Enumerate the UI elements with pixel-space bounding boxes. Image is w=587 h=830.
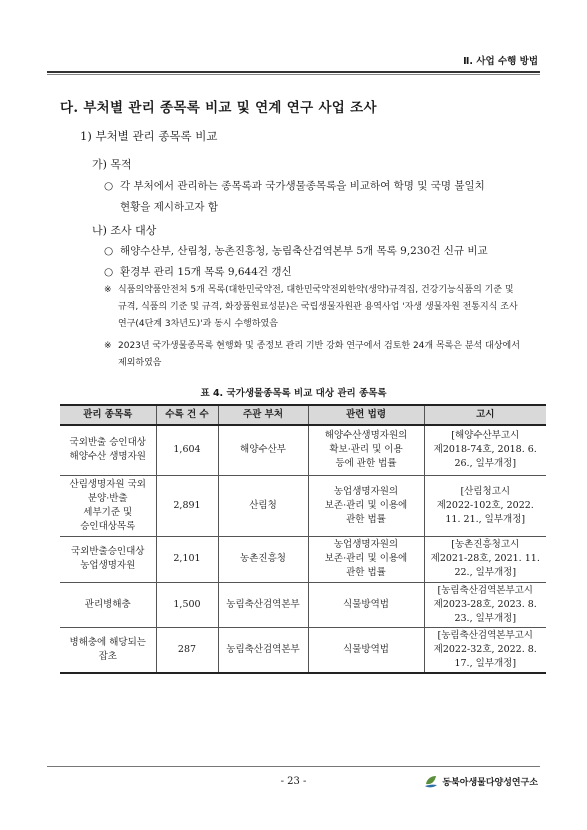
cell-law <box>308 582 424 627</box>
cell-line: 17., 일부개정] <box>454 657 517 669</box>
target-title: 나) 조사 대상 <box>92 224 157 237</box>
col-header-law: 관련 법령 <box>308 405 424 425</box>
leaf-logo-icon <box>423 773 439 789</box>
cell-line: 관리병해충 <box>84 598 131 610</box>
cell-line: 확보·관리 및 이용 <box>329 444 403 456</box>
cell-line: 국외반출 승인대상 <box>69 437 146 449</box>
cell-line: 관한 법률 <box>346 567 386 578</box>
target-bullet-2: 환경부 관리 15개 목록 9,644건 갱신 <box>120 266 292 278</box>
cell-line: 제2018-74호, 2018. 6. <box>433 444 537 456</box>
cell-line: 농업생명자원 <box>80 560 136 571</box>
table-row <box>60 536 546 582</box>
cell-line: 국외반출승인대상 <box>71 546 145 557</box>
cell-ministry: 농림축산검역본부 <box>218 582 308 627</box>
cell-law <box>308 536 424 582</box>
note-2-line-2: 제외하였음 <box>118 358 162 368</box>
org-name: 동북아생물다양성연구소 <box>442 777 538 788</box>
note-2 <box>104 338 544 372</box>
col-header-list: 관리 종목록 <box>60 405 156 425</box>
target-bullets <box>104 241 554 283</box>
cell-line: 분양·반출 <box>87 492 128 504</box>
species-list-table <box>60 404 546 674</box>
table-header-row <box>60 405 546 425</box>
cell-line: 11. 21., 일부개정] <box>445 513 526 525</box>
heading-main: 다. 부처별 관리 종목록 비교 및 연계 연구 사업 조사 <box>60 100 377 116</box>
note-mark: ※ <box>104 341 112 351</box>
cell-line: 등에 관한 법률 <box>335 458 397 470</box>
note-1 <box>104 282 544 333</box>
cell-line: 제2023-28호, 2023. 8. <box>433 598 537 610</box>
note-mark: ※ <box>104 285 112 295</box>
cell-line: 농업생명자원의 <box>333 539 399 550</box>
cell-ministry: 산림청 <box>218 475 308 536</box>
table-row <box>60 582 546 627</box>
cell-line: 식물방역법 <box>343 643 389 655</box>
cell-line: [산림청고시 <box>460 485 511 497</box>
cell-line: 제2021-28호, 2021. 11. <box>430 553 540 564</box>
table-row <box>60 425 546 475</box>
cell-count: 2,101 <box>156 536 218 582</box>
cell-notice <box>424 582 546 627</box>
cell-line: 식물방역법 <box>343 598 389 610</box>
cell-line: 관한 법률 <box>346 513 386 525</box>
note-1-line-2: 규격, 식품의 기준 및 규격, 화장품원료성분)은 국립생물자원관 용역사업 '자생 생물자원 전통지식 조사 <box>118 302 518 312</box>
cell-list <box>60 536 156 582</box>
header-rule-thin <box>47 74 540 75</box>
cell-line: [농림축산검역본부고시 <box>437 629 533 641</box>
bullet-mark: ○ <box>104 180 114 192</box>
cell-list <box>60 582 156 627</box>
col-header-ministry: 주관 부처 <box>218 405 308 425</box>
bullet-mark: ○ <box>104 266 114 278</box>
col-header-count: 수록 건 수 <box>156 405 218 425</box>
purpose-bullet <box>104 176 554 218</box>
page-number: - 23 - <box>280 776 307 787</box>
purpose-title: 가) 목적 <box>92 158 132 171</box>
note-2-line-1: 2023년 국가생물종목록 현행화 및 종정보 관리 기반 강화 연구에서 검토한 24개 목록은 분석 대상에서 <box>118 341 520 351</box>
cell-line: 산림생명자원 국외 <box>69 478 146 490</box>
cell-line: 26., 일부개정] <box>454 458 517 470</box>
cell-list <box>60 425 156 475</box>
cell-law <box>308 475 424 536</box>
header-section-label: Ⅱ. 사업 수행 방법 <box>463 56 538 67</box>
cell-notice <box>424 627 546 673</box>
cell-ministry: 농림축산검역본부 <box>218 627 308 673</box>
col-header-notice: 고시 <box>424 405 546 425</box>
cell-notice <box>424 475 546 536</box>
purpose-line-2: 현황을 제시하고자 함 <box>120 201 218 213</box>
cell-count: 287 <box>156 627 218 673</box>
cell-line: 22., 일부개정] <box>454 567 517 578</box>
purpose-line-1: 각 부처에서 관리하는 종목록과 국가생물종목록을 비교하여 학명 및 국명 불일치 <box>120 180 485 192</box>
cell-count: 1,500 <box>156 582 218 627</box>
cell-law <box>308 425 424 475</box>
header-rule <box>47 71 540 73</box>
cell-line: 농업생명자원의 <box>333 485 399 497</box>
cell-line: 해양수산생명자원의 <box>324 430 408 442</box>
cell-line: 제2022-102호, 2022. <box>436 499 534 511</box>
footer-rule <box>47 766 540 767</box>
cell-ministry: 농촌진흥청 <box>218 536 308 582</box>
cell-line: 잡초 <box>98 650 117 662</box>
cell-line: [해양수산부고시 <box>451 430 520 442</box>
note-1-line-1: 식품의약품안전처 5개 목록(대한민국약전, 대한민국약전외한약(생약)규격집, 건강기능식품의 기준 및 <box>118 285 514 295</box>
cell-count: 1,604 <box>156 425 218 475</box>
cell-line: [농촌진흥청고시 <box>451 539 520 550</box>
cell-line: 세부기준 및 <box>83 506 133 518</box>
cell-line: 제2022-32호, 2022. 8. <box>433 643 537 655</box>
cell-line: 보존·관리 및 이용에 <box>324 553 408 564</box>
cell-ministry: 해양수산부 <box>218 425 308 475</box>
footer-org <box>423 773 538 789</box>
table-row <box>60 627 546 673</box>
cell-line: 병해충에 해당되는 <box>69 636 146 648</box>
cell-count: 2,891 <box>156 475 218 536</box>
cell-list <box>60 475 156 536</box>
cell-line: [농림축산검역본부고시 <box>437 584 533 596</box>
table-row <box>60 475 546 536</box>
cell-law <box>308 627 424 673</box>
cell-notice <box>424 425 546 475</box>
note-1-line-3: 연구(4단계 3차년도)'과 동시 수행하였음 <box>118 319 278 329</box>
table-caption: 표 4. 국가생물종목록 비교 대상 관리 종목록 <box>200 388 387 399</box>
cell-line: 보존·관리 및 이용에 <box>324 499 408 511</box>
cell-line: 승인대상목록 <box>80 520 136 532</box>
cell-notice <box>424 536 546 582</box>
cell-line: 23., 일부개정] <box>454 612 517 624</box>
cell-list <box>60 627 156 673</box>
heading-sub: 1) 부처별 관리 종목록 비교 <box>80 129 218 143</box>
target-bullet-1: 해양수산부, 산림청, 농촌진흥청, 농림축산검역본부 5개 목록 9,230건 신규 비교 <box>120 245 488 257</box>
bullet-mark: ○ <box>104 245 114 257</box>
cell-line: 해양수산 생명자원 <box>69 451 146 463</box>
